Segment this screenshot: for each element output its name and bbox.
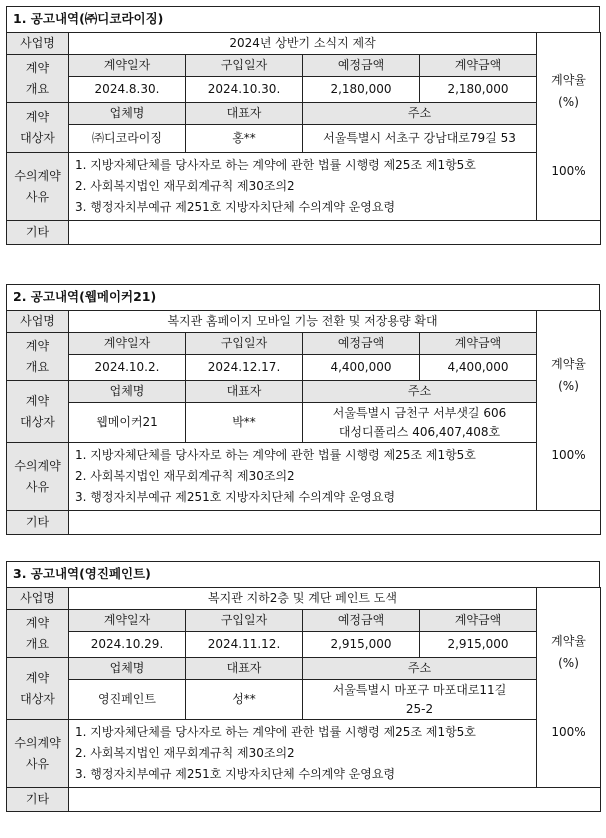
contract-overview-label: 계약 개요: [7, 610, 69, 658]
business-name-label: 사업명: [7, 588, 69, 610]
private-reason-list: [69, 153, 537, 221]
purchase-date-label: 구입일자: [186, 55, 303, 77]
estimated-amount-label: 예정금액: [303, 333, 420, 355]
notice-block: [6, 561, 600, 812]
private-reason-list: [69, 443, 537, 511]
purchase-date-label: 구입일자: [186, 333, 303, 355]
notice-block: [6, 6, 600, 245]
estimated-amount-value: 2,180,000: [303, 77, 420, 103]
estimated-amount-label: 예정금액: [303, 610, 420, 632]
contract-overview-label: 계약 개요: [7, 55, 69, 103]
address-label: 주소: [303, 103, 537, 125]
other-value: [69, 221, 601, 245]
contract-date-value: 2024.10.29.: [69, 632, 186, 658]
contract-party-label: 계약 대상자: [7, 381, 69, 443]
notice-title: 3. 공고내역(영진페인트): [6, 561, 600, 587]
other-label: 기타: [7, 788, 69, 812]
notice-table: [6, 587, 601, 812]
contract-date-label: 계약일자: [69, 55, 186, 77]
representative-value: 박**: [186, 403, 303, 443]
contract-rate-value: 100%: [551, 164, 586, 178]
address-label: 주소: [303, 381, 537, 403]
contract-date-value: 2024.10.2.: [69, 355, 186, 381]
representative-value: 홍**: [186, 125, 303, 153]
estimated-amount-value: 4,400,000: [303, 355, 420, 381]
contract-rate-label: 계약율 (%): [551, 357, 586, 393]
notice-table: [6, 310, 601, 535]
contract-date-label: 계약일자: [69, 333, 186, 355]
representative-label: 대표자: [186, 381, 303, 403]
reason-item: 3. 행정자치부예규 제251호 지방자치단체 수의계약 운영요령: [75, 767, 396, 781]
representative-label: 대표자: [186, 103, 303, 125]
reason-item: 1. 지방자체단체를 당사자로 하는 계약에 관한 법률 시행령 제25조 제1항5호: [75, 448, 476, 462]
company-name-value: ㈜디코라이징: [69, 125, 186, 153]
contract-amount-label: 계약금액: [420, 55, 537, 77]
reason-item: 1. 지방자체단체를 당사자로 하는 계약에 관한 법률 시행령 제25조 제1항5호: [75, 725, 476, 739]
contract-amount-value: 2,915,000: [420, 632, 537, 658]
representative-value: 성**: [186, 680, 303, 720]
business-name-label: 사업명: [7, 311, 69, 333]
reason-item: 2. 사회복지법인 재무회계규칙 제30조의2: [75, 746, 295, 760]
contract-rate-value: 100%: [551, 448, 586, 462]
representative-label: 대표자: [186, 658, 303, 680]
company-name-label: 업체명: [69, 658, 186, 680]
contract-date-label: 계약일자: [69, 610, 186, 632]
purchase-date-value: 2024.10.30.: [186, 77, 303, 103]
address-value: 서울특별시 서초구 강남대로79길 53: [303, 125, 537, 153]
contract-rate-cell: [537, 588, 601, 788]
contract-amount-label: 계약금액: [420, 610, 537, 632]
reason-item: 3. 행정자치부예규 제251호 지방자치단체 수의계약 운영요령: [75, 200, 396, 214]
company-name-value: 영진페인트: [69, 680, 186, 720]
private-reason-label: 수의계약 사유: [7, 443, 69, 511]
contract-date-value: 2024.8.30.: [69, 77, 186, 103]
address-value: 서울특별시 마포구 마포대로11길 25-2: [303, 680, 537, 720]
notice-table: [6, 32, 601, 245]
other-label: 기타: [7, 221, 69, 245]
reason-item: 3. 행정자치부예규 제251호 지방자치단체 수의계약 운영요령: [75, 490, 396, 504]
company-name-label: 업체명: [69, 103, 186, 125]
contract-rate-label: 계약율 (%): [551, 634, 586, 670]
address-label: 주소: [303, 658, 537, 680]
company-name-label: 업체명: [69, 381, 186, 403]
contract-amount-value: 2,180,000: [420, 77, 537, 103]
reason-item: 1. 지방자체단체를 당사자로 하는 계약에 관한 법률 시행령 제25조 제1항5호: [75, 158, 476, 172]
private-reason-list: [69, 720, 537, 788]
business-name-label: 사업명: [7, 33, 69, 55]
other-value: [69, 788, 601, 812]
notice-title: 2. 공고내역(웹메이커21): [6, 284, 600, 310]
contract-amount-label: 계약금액: [420, 333, 537, 355]
estimated-amount-label: 예정금액: [303, 55, 420, 77]
contract-rate-value: 100%: [551, 725, 586, 739]
private-reason-label: 수의계약 사유: [7, 720, 69, 788]
business-name-value: 2024년 상반기 소식지 제작: [69, 33, 537, 55]
estimated-amount-value: 2,915,000: [303, 632, 420, 658]
contract-amount-value: 4,400,000: [420, 355, 537, 381]
business-name-value: 복지관 지하2층 및 계단 페인트 도색: [69, 588, 537, 610]
reason-item: 2. 사회복지법인 재무회계규칙 제30조의2: [75, 179, 295, 193]
other-label: 기타: [7, 511, 69, 535]
company-name-value: 웹메이커21: [69, 403, 186, 443]
contract-party-label: 계약 대상자: [7, 658, 69, 720]
purchase-date-label: 구입일자: [186, 610, 303, 632]
notice-block: [6, 284, 600, 535]
contract-rate-cell: [537, 311, 601, 511]
other-value: [69, 511, 601, 535]
reason-item: 2. 사회복지법인 재무회계규칙 제30조의2: [75, 469, 295, 483]
contract-overview-label: 계약 개요: [7, 333, 69, 381]
private-reason-label: 수의계약 사유: [7, 153, 69, 221]
contract-rate-cell: [537, 33, 601, 221]
notice-title: 1. 공고내역(㈜디코라이징): [6, 6, 600, 32]
business-name-value: 복지관 홈페이지 모바일 기능 전환 및 저장용량 확대: [69, 311, 537, 333]
address-value: 서울특별시 금천구 서부샛길 606 대성디폴리스 406,407,408호: [303, 403, 537, 443]
purchase-date-value: 2024.11.12.: [186, 632, 303, 658]
contract-party-label: 계약 대상자: [7, 103, 69, 153]
purchase-date-value: 2024.12.17.: [186, 355, 303, 381]
contract-rate-label: 계약율 (%): [551, 73, 586, 109]
